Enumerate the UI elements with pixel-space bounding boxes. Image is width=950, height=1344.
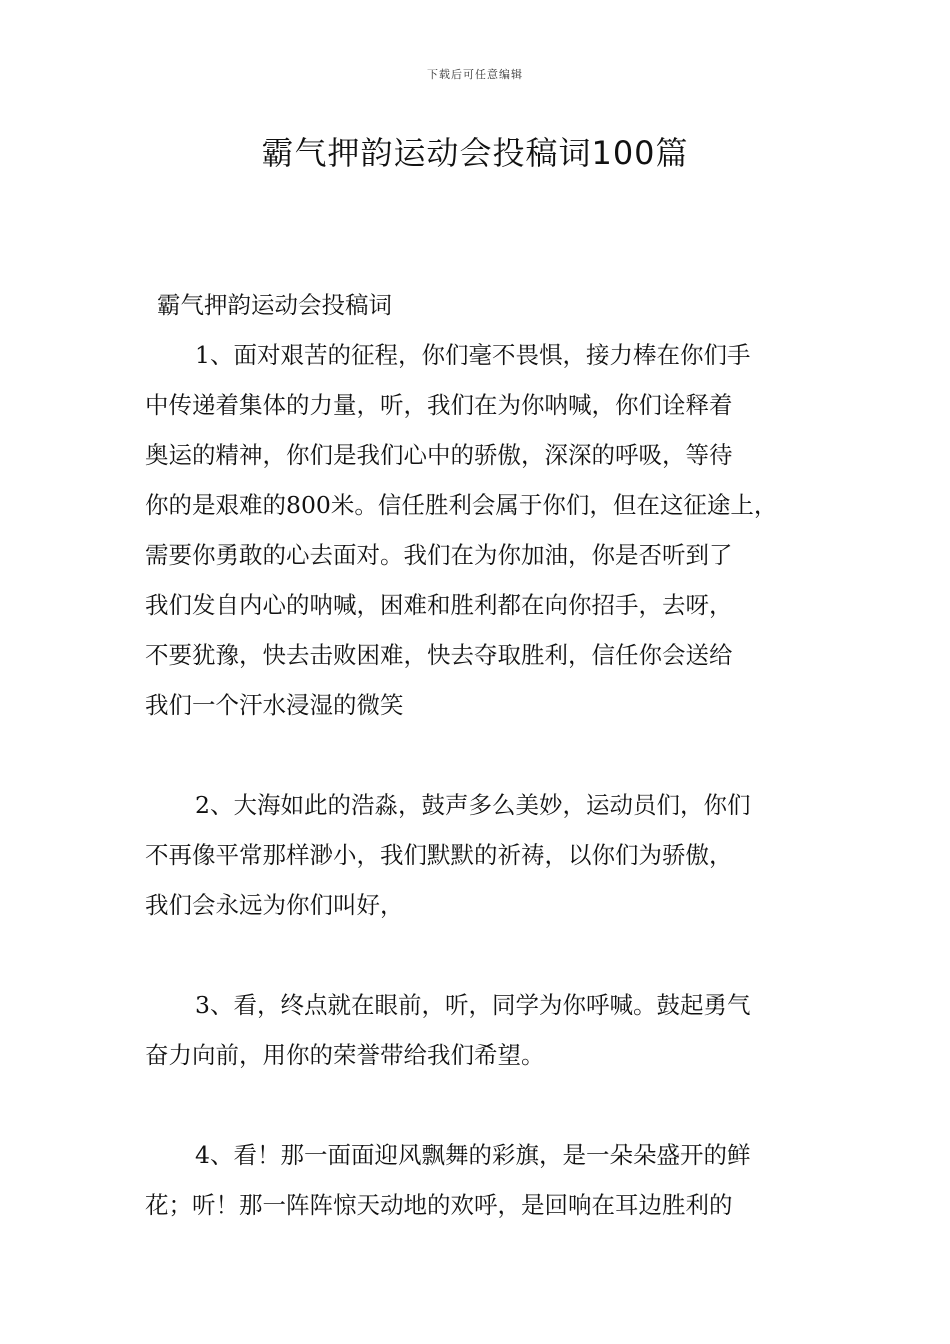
paragraph-line: 奥运的精神，你们是我们心中的骄傲，深深的呼吸，等待 [145, 441, 733, 469]
paragraph-4 [145, 1130, 825, 1230]
page-title: 霸气押韵运动会投稿词100篇 [261, 134, 689, 172]
document-body [145, 280, 825, 1230]
paragraph-spacer [145, 1080, 825, 1130]
paragraph-line: 1、面对艰苦的征程，你们毫不畏惧，接力棒在你们手 [195, 341, 751, 369]
section-heading: 霸气押韵运动会投稿词 [157, 291, 392, 319]
paragraph-line: 我们发自内心的呐喊，困难和胜利都在向你招手，去呀， [145, 591, 733, 619]
paragraph-line: 奋力向前，用你的荣誉带给我们希望。 [145, 1041, 545, 1069]
paragraph-line: 我们一个汗水浸湿的微笑 [145, 691, 404, 719]
paragraph-line: 3、看，终点就在眼前，听，同学为你呼喊。鼓起勇气 [195, 991, 751, 1019]
paragraph-spacer [145, 730, 825, 780]
paragraph-spacer [145, 930, 825, 980]
paragraph-1 [145, 330, 825, 730]
header-note: 下载后可任意编辑 [427, 68, 523, 81]
paragraph-line: 中传递着集体的力量，听，我们在为你呐喊，你们诠释着 [145, 391, 733, 419]
paragraph-line: 花；听！那一阵阵惊天动地的欢呼，是回响在耳边胜利的 [145, 1191, 733, 1219]
paragraph-line: 需要你勇敢的心去面对。我们在为你加油，你是否听到了 [145, 541, 733, 569]
paragraph-line: 不再像平常那样渺小，我们默默的祈祷，以你们为骄傲， [145, 841, 733, 869]
paragraph-line: 不要犹豫，快去击败困难，快去夺取胜利，信任你会送给 [145, 641, 733, 669]
paragraph-line: 2、大海如此的浩淼，鼓声多么美妙，运动员们，你们 [195, 791, 751, 819]
paragraph-2 [145, 780, 825, 930]
paragraph-line: 你的是艰难的800米。信任胜利会属于你们，但在这征途上， [145, 491, 778, 519]
paragraph-line: 4、看！那一面面迎风飘舞的彩旗，是一朵朵盛开的鲜 [195, 1141, 751, 1169]
paragraph-3 [145, 980, 825, 1080]
paragraph-line: 我们会永远为你们叫好， [145, 891, 404, 919]
